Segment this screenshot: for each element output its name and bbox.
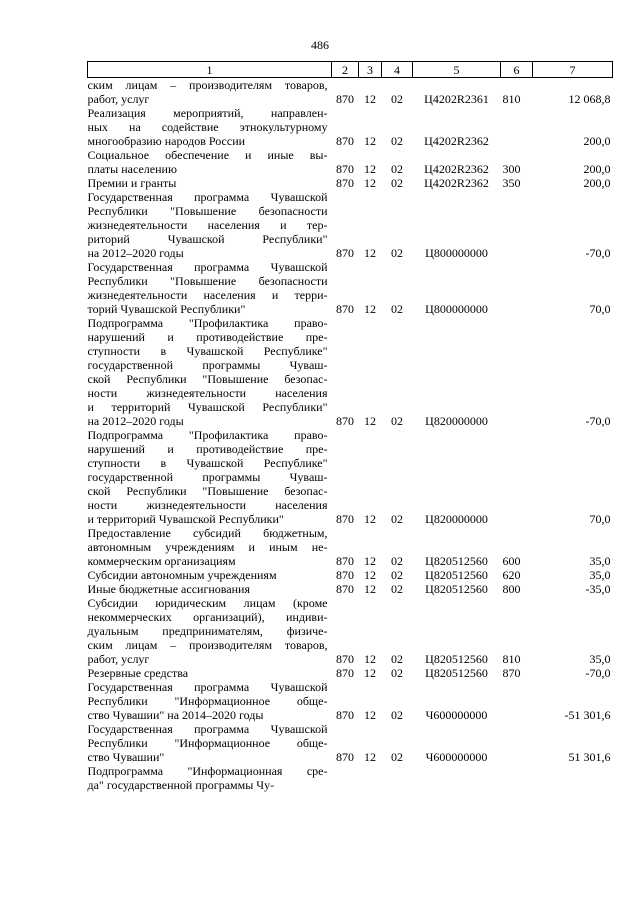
section-code: 12	[364, 92, 376, 106]
row-description	[88, 582, 332, 596]
target-article-code: Ц4202R2362	[424, 162, 489, 176]
description-line: Иные бюджетные ассигнования	[87, 582, 250, 596]
description-line: Государственная программа Чувашской	[87, 680, 328, 694]
subsection-code: 02	[391, 582, 403, 596]
description-line: нарушений и противодействие пре-	[87, 330, 328, 344]
description-line: ским лицам – производителям товаров,	[87, 638, 328, 652]
row-description	[88, 568, 332, 582]
description-line: Подпрограмма "Информационная сре-	[87, 764, 328, 778]
table-row	[88, 148, 613, 176]
amount: -70,0	[585, 414, 611, 428]
ministry-code: 870	[336, 750, 354, 764]
section-code: 12	[364, 554, 376, 568]
expense-type-code	[501, 106, 533, 148]
header-col-6: 6	[501, 62, 533, 78]
row-description	[88, 526, 332, 568]
target-article-code: Ц4202R2361	[424, 92, 489, 106]
expense-type-code: 600	[502, 554, 521, 568]
amount: -51 301,6	[564, 708, 611, 722]
budget-table	[87, 61, 613, 792]
ministry-code: 870	[336, 302, 354, 316]
target-article-code: Ц4202R2362	[424, 176, 489, 190]
section-code: 12	[364, 414, 376, 428]
target-article-code: Ц820000000	[425, 512, 488, 526]
header-col-3: 3	[359, 62, 382, 78]
ministry-code: 870	[336, 568, 354, 582]
header-col-5: 5	[413, 62, 501, 78]
section-code: 12	[364, 134, 376, 148]
description-line: торий Чувашской Республики"	[87, 302, 246, 316]
subsection-code: 02	[391, 92, 403, 106]
description-line: Субсидии юридическим лицам (кроме	[87, 596, 328, 610]
target-article-code: Ц4202R2362	[424, 134, 489, 148]
description-line: государственной программы Чуваш-	[87, 358, 328, 372]
description-line: ским лицам – производителям товаров,	[87, 78, 328, 92]
description-line: Республики "Информационное обще-	[87, 694, 328, 708]
section-code: 12	[364, 652, 376, 666]
subsection-code: 02	[391, 554, 403, 568]
expense-type-code: 810	[502, 652, 521, 666]
subsection-code: 02	[391, 176, 403, 190]
description-line: ство Чувашии"	[87, 750, 165, 764]
amount: -35,0	[585, 582, 611, 596]
description-line: Республики "Повышение безопасности	[87, 204, 328, 218]
description-line: ской Республики "Повышение безопас-	[87, 484, 328, 498]
amount	[533, 764, 613, 792]
expense-type-code: 810	[502, 92, 521, 106]
amount: 200,0	[583, 134, 611, 148]
row-description	[88, 190, 332, 260]
description-line: и территорий Чувашской Республики"	[87, 400, 328, 414]
table-row	[88, 582, 613, 596]
description-line: Субсидии автономным учреждениям	[87, 568, 277, 582]
section-code: 12	[364, 246, 376, 260]
section-code: 12	[364, 582, 376, 596]
expense-type-code: 300	[502, 162, 521, 176]
subsection-code: 02	[391, 750, 403, 764]
table-row	[88, 680, 613, 722]
subsection-code: 02	[391, 246, 403, 260]
target-article-code: Ц800000000	[425, 302, 488, 316]
amount: -70,0	[585, 246, 611, 260]
ministry-code: 870	[336, 582, 354, 596]
header-col-2: 2	[332, 62, 359, 78]
description-line: и территорий Чувашской Республики"	[87, 512, 284, 526]
table-row	[88, 596, 613, 666]
section-code: 12	[364, 302, 376, 316]
description-line: ство Чувашии" на 2014–2020 годы	[87, 708, 264, 722]
subsection-code: 02	[391, 414, 403, 428]
description-line: Республики "Повышение безопасности	[87, 274, 328, 288]
subsection-code	[382, 764, 413, 792]
target-article-code: Ц820512560	[425, 568, 488, 582]
description-line: Республики "Информационное обще-	[87, 736, 328, 750]
amount: 200,0	[583, 176, 611, 190]
target-article-code: Ц820512560	[425, 582, 488, 596]
description-line: Социальное обеспечение и иные вы-	[87, 148, 328, 162]
subsection-code: 02	[391, 652, 403, 666]
table-row	[88, 764, 613, 792]
description-line: Предоставление субсидий бюджетным,	[87, 526, 328, 540]
ministry-code: 870	[336, 246, 354, 260]
description-line: на 2012–2020 годы	[87, 414, 184, 428]
description-line: Государственная программа Чувашской	[87, 190, 328, 204]
target-article-code: Ц820512560	[425, 652, 488, 666]
table-body	[88, 78, 613, 793]
table-row	[88, 428, 613, 526]
amount: 35,0	[589, 652, 611, 666]
description-line: дуальным предпринимателям, физиче-	[87, 624, 328, 638]
row-description	[88, 78, 332, 107]
target-article-code: Ц820512560	[425, 666, 488, 680]
description-line: некоммерческих организаций), индиви-	[87, 610, 328, 624]
row-description	[88, 596, 332, 666]
header-col-1: 1	[88, 62, 332, 78]
subsection-code: 02	[391, 708, 403, 722]
target-article-code: Ч600000000	[425, 750, 488, 764]
row-description	[88, 316, 332, 428]
table-row	[88, 666, 613, 680]
ministry-code: 870	[336, 652, 354, 666]
table-row	[88, 260, 613, 316]
section-code: 12	[364, 512, 376, 526]
amount: -70,0	[585, 666, 611, 680]
table-row	[88, 176, 613, 190]
section-code: 12	[364, 708, 376, 722]
amount: 12 068,8	[568, 92, 611, 106]
amount: 35,0	[589, 568, 611, 582]
expense-type-code	[501, 680, 533, 722]
description-line: на 2012–2020 годы	[87, 246, 184, 260]
expense-type-code	[501, 722, 533, 764]
expense-type-code: 350	[502, 176, 521, 190]
subsection-code: 02	[391, 134, 403, 148]
description-line: платы населению	[87, 162, 177, 176]
header-col-7: 7	[533, 62, 613, 78]
table-header	[88, 62, 613, 78]
description-line: жизнедеятельности населения и тер-	[87, 218, 328, 232]
target-article-code: Ц820512560	[425, 554, 488, 568]
row-description	[88, 764, 332, 792]
description-line: Подпрограмма "Профилактика право-	[87, 316, 328, 330]
description-line: риторий Чувашской Республики"	[87, 232, 328, 246]
target-article-code: Ц820000000	[425, 414, 488, 428]
table-row	[88, 78, 613, 107]
page-number: 486	[311, 38, 329, 52]
ministry-code: 870	[336, 176, 354, 190]
amount: 35,0	[589, 554, 611, 568]
table-row	[88, 722, 613, 764]
amount: 70,0	[589, 512, 611, 526]
subsection-code: 02	[391, 512, 403, 526]
row-description	[88, 722, 332, 764]
ministry-code: 870	[336, 414, 354, 428]
expense-type-code: 620	[502, 568, 521, 582]
description-line: ской Республики "Повышение безопас-	[87, 372, 328, 386]
ministry-code: 870	[336, 554, 354, 568]
row-description	[88, 680, 332, 722]
ministry-code: 870	[336, 134, 354, 148]
ministry-code: 870	[336, 162, 354, 176]
section-code: 12	[364, 666, 376, 680]
row-description	[88, 428, 332, 526]
row-description	[88, 260, 332, 316]
description-line: многообразию народов России	[87, 134, 246, 148]
description-line: Государственная программа Чувашской	[87, 260, 328, 274]
subsection-code: 02	[391, 666, 403, 680]
subsection-code: 02	[391, 568, 403, 582]
description-line: ности жизнедеятельности населения	[87, 498, 328, 512]
ministry-code: 870	[336, 708, 354, 722]
section-code: 12	[364, 750, 376, 764]
target-article-code: Ц800000000	[425, 246, 488, 260]
target-article-code: Ч600000000	[425, 708, 488, 722]
amount: 200,0	[583, 162, 611, 176]
expense-type-code	[501, 764, 533, 792]
description-line: Резервные средства	[87, 666, 189, 680]
ministry-code	[332, 764, 359, 792]
table-row	[88, 106, 613, 148]
subsection-code: 02	[391, 302, 403, 316]
section-code: 12	[364, 568, 376, 582]
expense-type-code: 800	[502, 582, 521, 596]
expense-type-code	[501, 190, 533, 260]
expense-type-code: 870	[502, 666, 521, 680]
description-line: Государственная программа Чувашской	[87, 722, 328, 736]
table-row	[88, 526, 613, 568]
description-line: Подпрограмма "Профилактика право-	[87, 428, 328, 442]
description-line: Реализация мероприятий, направлен-	[87, 106, 328, 120]
section-code: 12	[364, 176, 376, 190]
description-line: Премии и гранты	[87, 176, 177, 190]
ministry-code: 870	[336, 92, 354, 106]
amount: 70,0	[589, 302, 611, 316]
table-row	[88, 190, 613, 260]
description-line: нарушений и противодействие пре-	[87, 442, 328, 456]
table-row	[88, 316, 613, 428]
row-description	[88, 666, 332, 680]
row-description	[88, 176, 332, 190]
description-line: да" государственной программы Чу-	[87, 778, 275, 792]
description-line: ступности в Чувашской Республике"	[87, 344, 328, 358]
expense-type-code	[501, 428, 533, 526]
description-line: работ, услуг	[87, 652, 150, 666]
amount: 51 301,6	[568, 750, 611, 764]
row-description	[88, 148, 332, 176]
ministry-code: 870	[336, 666, 354, 680]
expense-type-code	[501, 316, 533, 428]
section-code	[359, 764, 382, 792]
description-line: государственной программы Чуваш-	[87, 470, 328, 484]
description-line: ных на содействие этнокультурному	[87, 120, 328, 134]
description-line: ности жизнедеятельности населения	[87, 386, 328, 400]
row-description	[88, 106, 332, 148]
section-code: 12	[364, 162, 376, 176]
description-line: автономным учреждениям и иным не-	[87, 540, 328, 554]
expense-type-code	[501, 260, 533, 316]
description-line: ступности в Чувашской Республике"	[87, 456, 328, 470]
table-row	[88, 568, 613, 582]
target-article-code	[413, 764, 501, 792]
ministry-code: 870	[336, 512, 354, 526]
header-col-4: 4	[382, 62, 413, 78]
description-line: работ, услуг	[87, 92, 150, 106]
description-line: коммерческим организациям	[87, 554, 236, 568]
subsection-code: 02	[391, 162, 403, 176]
description-line: жизнедеятельности населения и терри-	[87, 288, 328, 302]
